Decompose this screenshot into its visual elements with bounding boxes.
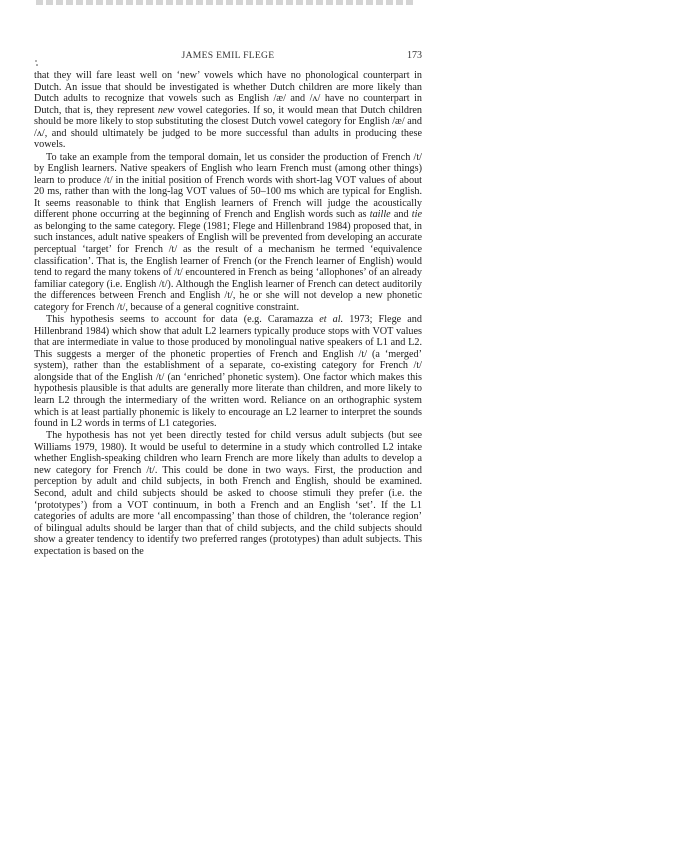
page-number: 173 (407, 50, 422, 61)
page-header (34, 50, 422, 64)
running-head: JAMES EMIL FLEGE (181, 50, 275, 61)
text-run: 1973; Flege and Hillenbrand 1984) which show that adult L2 learners typically produce stops with VOT values that are intermediate in value to those produced by monolingual native speakers of L1 and L2. This suggests a merger of the phonetic properties of French and English /t/ (a ‘merged’ system), rather than the establishment of a separate, co-existing category for French /t/ alongside that of the English /t/ (an ‘enriched’ phonetic system). One factor which makes this hypothesis plausible is that adults are generally more literate than children, and more likely to learn L2 through the intermediary of the written word. Reliance on an orthographic system which is at least partially phonemic is likely to encourage an L2 learner to interpret the sounds found in L2 words in terms of L1 categories. (34, 314, 422, 430)
text-run: that they will fare least well on ‘new’ vowels which have no phonological counterpart in Dutch. An issue that should be investigated is whether Dutch children are more likely than Dutch adults to recognize that vowels such as English /æ/ and /ʌ/ have no counterpart in Dutch, that is, they represent (34, 70, 422, 116)
text-run: The hypothesis has not yet been directly tested for child versus adult subjects (but see Williams 1979, 1980). It would be useful to determine in a study which controlled L2 intake whether English-speaking children who learn French are more likely than adults to develop a new category for French /t/. This could be done in two ways. First, the production and perception by adult and child subjects, in both French and English, should be examined. Second, adult and child subjects should be asked to choose stimuli they prefer (i.e. the ‘prototypes’) from a VOT continuum, in both a French and an English ‘set’. If the L1 categories of adults are more ‘all encompassing’ than those of children, the ‘tolerance region’ of bilingual adults should be larger than that of child subjects, and the child subjects should show a greater tendency to identify two preferred ranges (prototypes) than adult subjects. This expectation is based on the (34, 430, 422, 557)
text-run: This hypothesis seems to account for data (e.g. Caramazza (46, 314, 320, 325)
body-text (34, 70, 422, 558)
italic-run: tie (411, 209, 422, 221)
scan-speck (36, 64, 38, 66)
text-run: as belonging to the same category. Flege (1981; Flege and Hillenbrand 1984) proposed that, in such instances, adult native speakers of English will be prevented from developing an accurate perceptual ‘target’ for French /t/ as the result of a mechanism he termed ‘equivalence classification’. That is, the English learner of French (or the French learner of English) would tend to regard the many tokens of /t/ encountered in French as being ‘allophones’ of an already familiar category (i.e. English /t/). Although the English learner of French can detect auditorily the differences between French and English /t/, he or she will not develop a new phonetic category for French /t/, because of a general cognitive constraint. (34, 220, 422, 313)
paragraph (34, 70, 422, 151)
text-run: vowel categories. If so, it would mean that Dutch children should be more likely to stop substituting the closest Dutch vowel category for English /æ/ and /ʌ/, and should ultimately be judged to be more successful than adults in producing these vowels. (34, 104, 422, 151)
paragraph (34, 314, 422, 430)
paragraph (34, 430, 422, 557)
italic-run: taille (369, 209, 391, 221)
scan-artifact-line (36, 0, 416, 5)
text-run: and (390, 209, 412, 221)
italic-run: et al. (319, 314, 344, 325)
italic-run: new (157, 104, 175, 116)
text-run: To take an example from the temporal domain, let us consider the production of French /t/ by English learners. Native speakers of English who learn French must (among other things) learn to produce /t/ in the initial position of French words with short-lag VOT values of about 20 ms, rather than with the long-lag VOT values of 50–100 ms which are typical for English. It seems reasonable to think that English learners of French will judge the acoustically different phone occurring at the beginning of French and English words such as (34, 151, 422, 221)
paragraph (34, 152, 422, 314)
